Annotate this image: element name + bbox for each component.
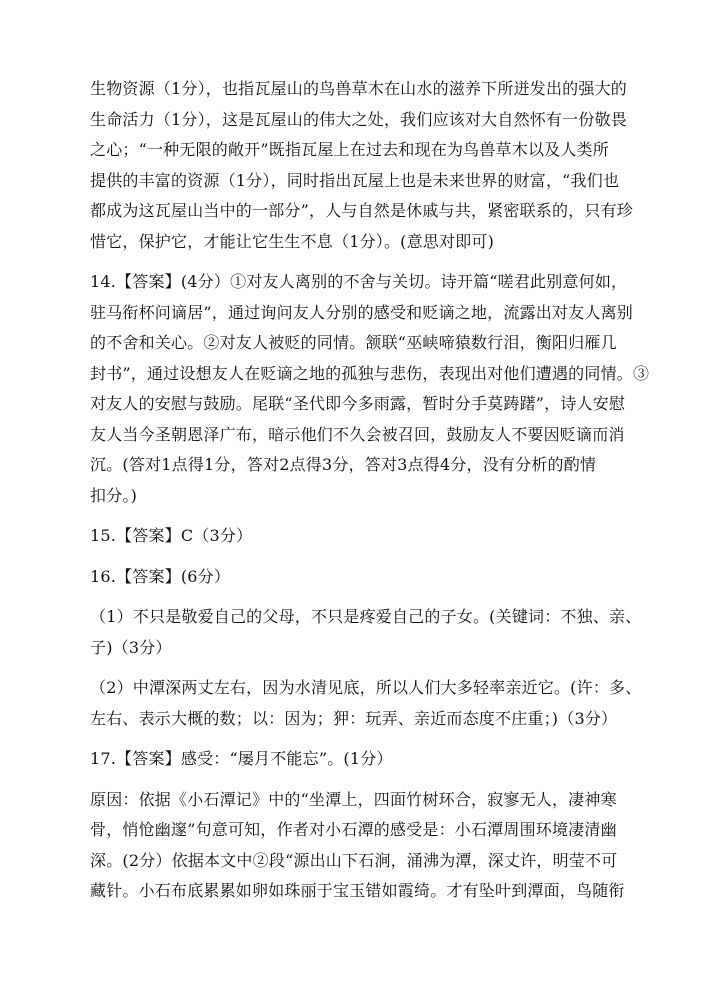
text-line: 封书”，通过设想友人在贬谪之地的孤独与悲伤，表现出对他们遭遇的同情。③ [90, 363, 650, 383]
paragraph-q16-answer [90, 562, 642, 593]
text-line: 友人当今圣朝恩泽广布，暗示他们不久会被召回，鼓励友人不要因贬谪而消 [90, 424, 625, 444]
paragraph-gap [90, 775, 642, 785]
paragraph-gap [90, 663, 642, 673]
text-line: 之心；“一种无限的敞开”既指瓦屋上在过去和现在为鸟兽草木以及人类所 [90, 140, 609, 159]
paragraph-q17-reason [90, 785, 642, 907]
paragraph-gap [90, 257, 642, 267]
text-line: 子)（3分） [90, 637, 172, 657]
text-line: 提供的丰富的资源（1分），同时指出瓦屋上也是未来世界的财富，“我们也 [90, 170, 620, 190]
paragraph-q13-continued [90, 74, 642, 257]
text-line: 惜它，保护它，才能让它生生不息（1分）。(意思对即可) [90, 231, 495, 251]
text-line: 原因：依据《小石潭记》中的“坐潭上，四面竹树环合，寂寥无人，凄神寒 [90, 789, 617, 809]
paragraph-q14-answer [90, 267, 650, 511]
text-line: 都成为这瓦屋山当中的一部分”，人与自然是休戚与共，紧密联系的，只有珍 [90, 201, 633, 220]
text-line: 左右、表示大概的数；以：因为；狎：玩弄、亲近而态度不庄重；)（3分） [90, 708, 618, 728]
text-line: 16.【答案】(6分） [90, 566, 231, 586]
text-line: 扣分。) [90, 485, 138, 505]
paragraph-gap [90, 511, 642, 521]
text-line: 骨，悄怆幽邃”句意可知，作者对小石潭的感受是：小石潭周围环境凄清幽 [90, 820, 617, 839]
text-line: （1）不只是敬爱自己的父母，不只是疼爱自己的子女。(关键词：不独、亲、 [90, 607, 642, 626]
text-line: 藏针。小石布底累累如卵如珠丽于宝玉错如霞绮。才有坠叶到潭面，鸟随衔 [90, 881, 625, 900]
paragraph-q15-answer [90, 521, 642, 552]
text-line: 深。(2分）依据本文中②段“源出山下石涧，涌沸为潭，深丈许，明莹不可 [90, 850, 618, 870]
paragraph-gap [90, 552, 642, 562]
paragraph-q17-answer [90, 744, 642, 775]
paragraph-q16-part2 [90, 673, 642, 734]
document-page [90, 74, 650, 907]
text-line: 生命活力（1分），这是瓦屋山的伟大之处，我们应该对大自然怀有一份敬畏 [90, 109, 627, 129]
text-line: 生物资源（1分），也指瓦屋山的鸟兽草木在山水的滋养下所迸发出的强大的 [90, 79, 627, 98]
paragraph-gap [90, 734, 642, 744]
text-line: 对友人的安慰与鼓励。尾联“圣代即今多雨露，暂时分手莫踌躇”，诗人安慰 [90, 394, 626, 413]
text-line: （2）中潭深两丈左右，因为水清见底，所以人们大多轻率亲近它。(许：多、 [90, 678, 642, 697]
paragraph-q16-part1 [90, 602, 642, 663]
text-line: 的不舍和关心。②对友人被贬的同情。颔联“巫峡啼猿数行泪，衡阳归雁几 [90, 333, 617, 352]
text-line: 14.【答案】(4分）①对友人离别的不舍与关切。诗开篇“嗟君此别意何如， [90, 272, 628, 291]
paragraph-gap [90, 592, 642, 602]
text-line: 15.【答案】C（3分） [90, 526, 253, 545]
text-line: 17.【答案】感受：“屡月不能忘”。(1分） [90, 749, 393, 768]
text-line: 驻马衔杯问谪居”，通过询问友人分别的感受和贬谪之地，流露出对友人离别 [90, 302, 633, 322]
text-line: 沉。(答对1点得1分，答对2点得3分，答对3点得4分，没有分析的酌情 [90, 455, 597, 474]
